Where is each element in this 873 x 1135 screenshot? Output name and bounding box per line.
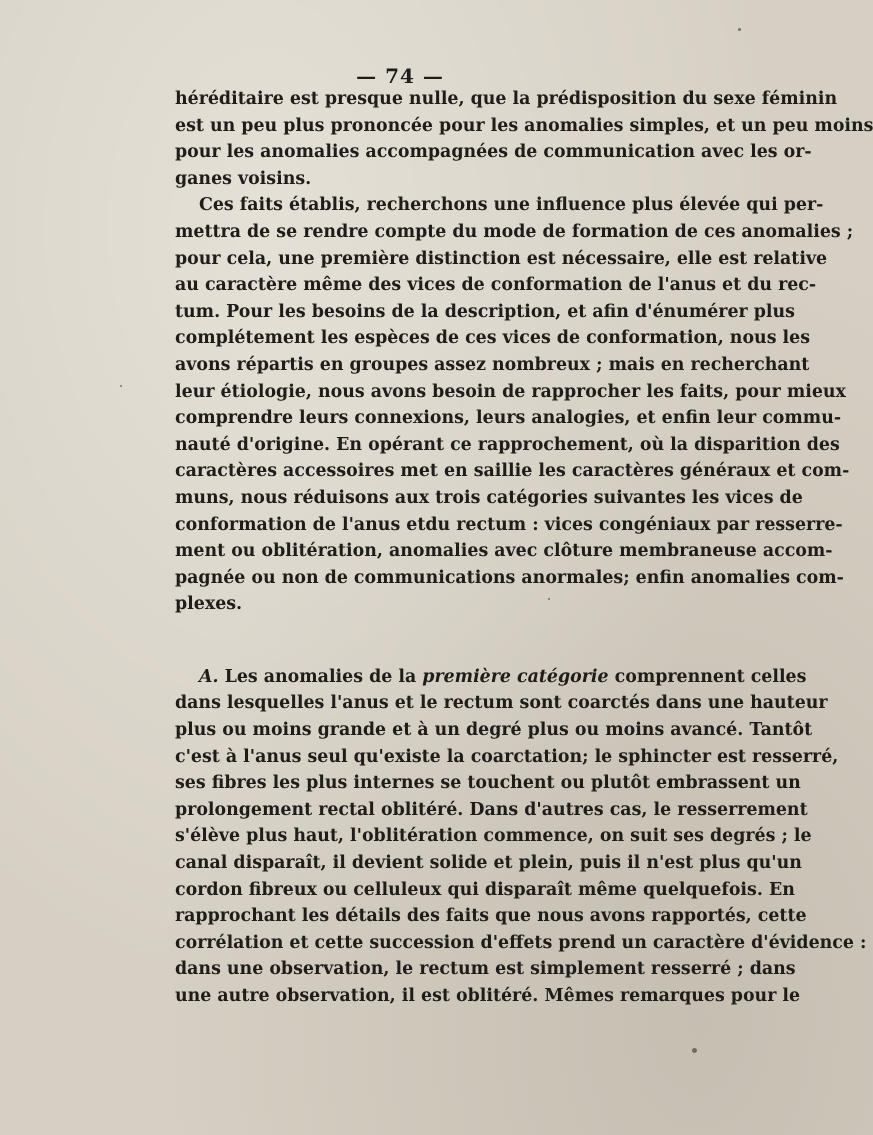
paragraph-spacer	[175, 618, 760, 664]
text-line: prolongement rectal oblitéré. Dans d'autres cas, le resserrement	[175, 799, 808, 820]
italic-phrase: première catégorie	[422, 666, 609, 687]
text-line: s'élève plus haut, l'oblitération commence, on suit ses degrés ; le	[175, 826, 812, 847]
text-line	[175, 664, 807, 691]
page-number: — 74 —	[356, 64, 444, 88]
text-line: plus ou moins grande et à un degré plus ou moins avancé. Tantôt	[175, 720, 813, 741]
paragraph-1	[175, 86, 873, 192]
text-line: dans une observation, le rectum est simplement resserré ; dans	[175, 959, 796, 980]
text-line: pour les anomalies accompagnées de communication avec les or-	[175, 142, 812, 163]
text-line: Ces faits établis, recherchons une influence plus élevée qui per-	[199, 195, 824, 216]
text-line: au caractère même des vices de conformation de l'anus et du rec-	[175, 275, 817, 296]
text-line: nauté d'origine. En opérant ce rapprochement, où la disparition des	[175, 434, 840, 455]
text-line: caractères accessoires met en saillie les caractères généraux et com-	[175, 461, 850, 482]
text-line: pagnée ou non de communications anormales; enfin anomalies com-	[175, 567, 844, 588]
text-line: est un peu plus prononcée pour les anomalies simples, et un peu moins	[175, 115, 873, 136]
ink-speck	[548, 598, 550, 600]
text-line: ganes voisins.	[175, 168, 312, 189]
text-line: mettra de se rendre compte du mode de formation de ces anomalies ;	[175, 221, 854, 242]
text-line: avons répartis en groupes assez nombreux ; mais en recherchant	[175, 354, 810, 375]
text-line: corrélation et cette succession d'effets prend un caractère d'évidence :	[175, 932, 867, 953]
text-span: Les anomalies de la	[224, 666, 423, 687]
text-line: pour cela, une première distinction est nécessaire, elle est relative	[175, 248, 828, 269]
text-line: leur étiologie, nous avons besoin de rapprocher les faits, pour mieux	[175, 381, 846, 402]
text-line: rapprochant les détails des faits que nous avons rapportés, cette	[175, 906, 807, 927]
text-line: cordon fibreux ou celluleux qui disparaît même quelquefois. En	[175, 879, 795, 900]
text-line: muns, nous réduisons aux trois catégories suivantes les vices de	[175, 487, 803, 508]
text-line: tum. Pour les besoins de la description, et afin d'énumérer plus	[175, 301, 795, 322]
ink-speck	[738, 28, 741, 31]
ink-speck	[120, 385, 122, 387]
text-line: conformation de l'anus etdu rectum : vices congéniaux par resserre-	[175, 514, 843, 535]
text-line: complétement les espèces de ces vices de conformation, nous les	[175, 328, 811, 349]
text-span: comprennent celles	[608, 666, 807, 687]
text-line: plexes.	[175, 594, 243, 615]
section-letter: A.	[199, 666, 219, 687]
text-line: ses fibres les plus internes se touchent ou plutôt embrassent un	[175, 773, 801, 794]
text-line: comprendre leurs connexions, leurs analogies, et enfin leur commu-	[175, 408, 842, 429]
text-line: c'est à l'anus seul qu'existe la coarctation; le sphincter est resserré,	[175, 746, 839, 767]
text-line: canal disparaît, il devient solide et plein, puis il n'est plus qu'un	[175, 853, 802, 874]
text-line: dans lesquelles l'anus et le rectum sont coarctés dans une hauteur	[175, 693, 828, 714]
ink-speck	[692, 1048, 697, 1053]
paragraph-3	[175, 664, 867, 1010]
text-line: ment ou oblitération, anomalies avec clôture membraneuse accom-	[175, 541, 833, 562]
text-line: héréditaire est presque nulle, que la prédisposition du sexe féminin	[175, 89, 838, 109]
text-line: une autre observation, il est oblitéré. Mêmes remarques pour le	[175, 986, 801, 1006]
body-text	[175, 86, 873, 1010]
paragraph-2	[175, 192, 854, 618]
